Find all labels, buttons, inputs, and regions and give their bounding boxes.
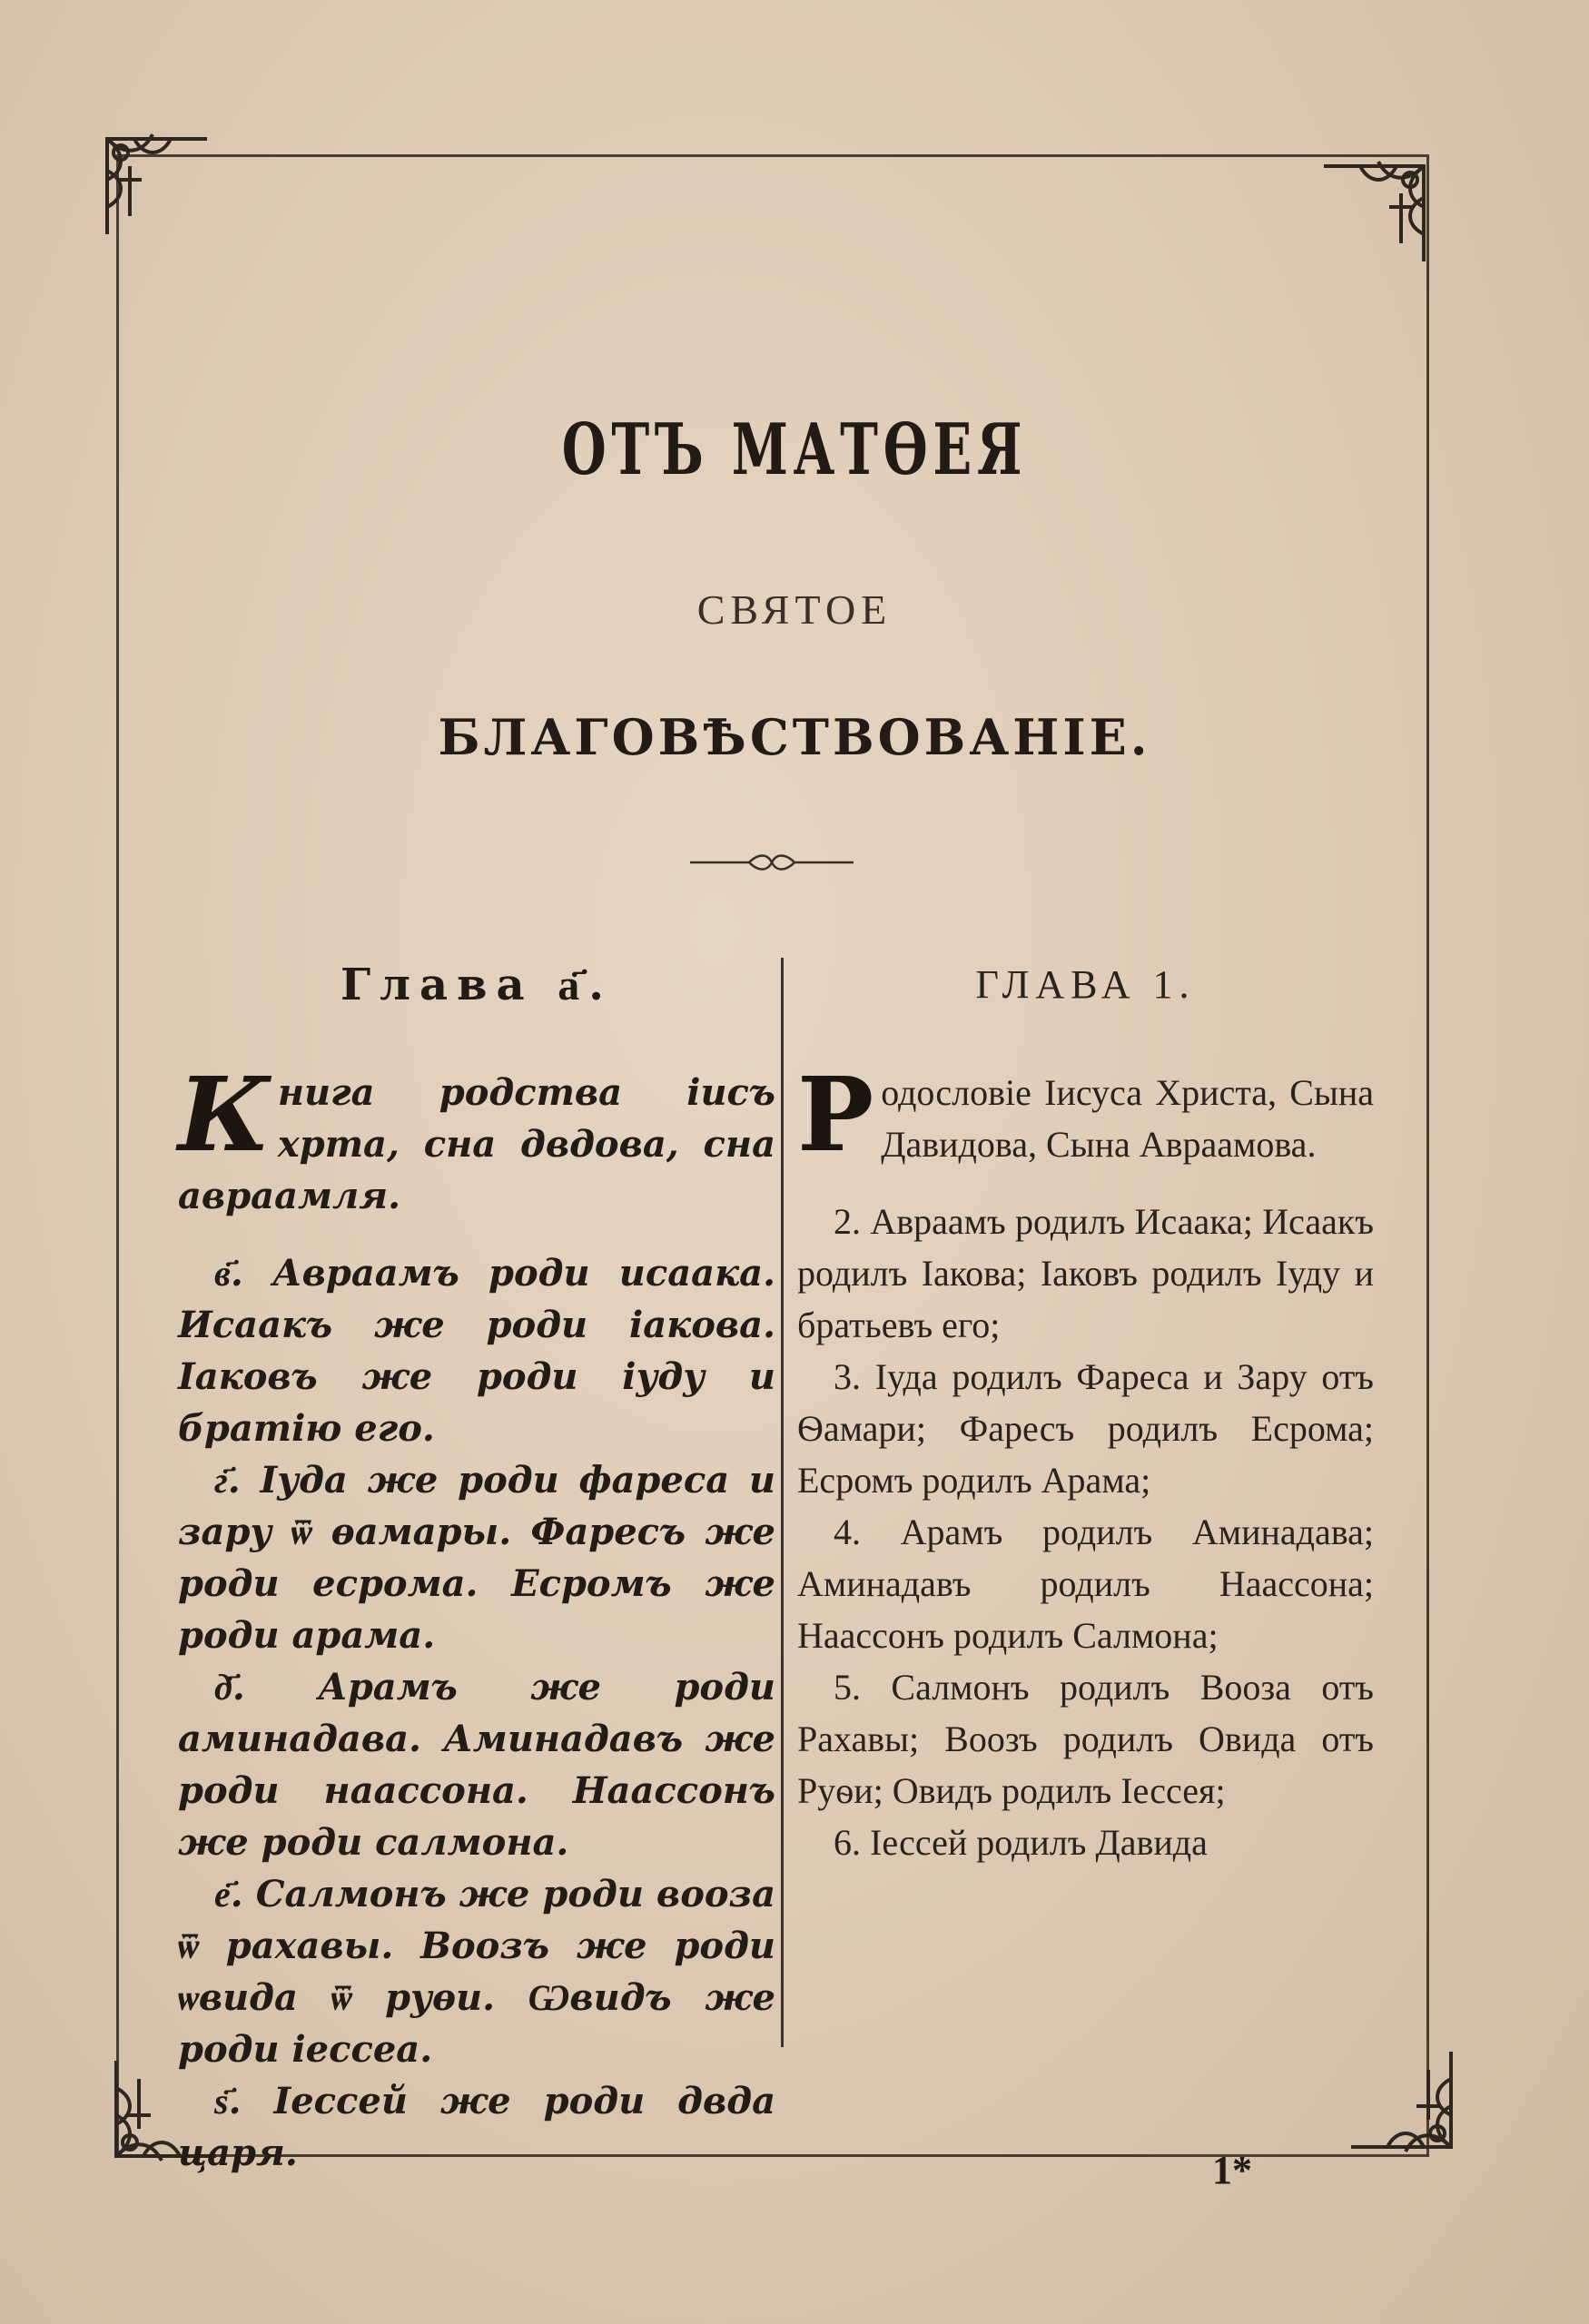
corner-ornament-icon: [1333, 2034, 1469, 2170]
chapter-heading-russian: ГЛАВА 1.: [975, 962, 1196, 1007]
verse-russian: 6. Іессей родилъ Давида: [834, 1822, 1208, 1863]
page-title: ОТЪ МАТѲЕЯ: [561, 409, 1028, 491]
column-divider: [781, 958, 784, 2047]
verse-russian: 5. Салмонъ родилъ Вооза отъ Рахавы; Воозъ родилъ Овида отъ Руѳи; Овидъ родилъ Іессея;: [797, 1667, 1374, 1811]
church-slavonic-column: [178, 953, 775, 2179]
divider-ornament-icon: [686, 844, 858, 881]
verse-slavonic: г҃. Іуда же роди фареса и зару ѿ ѳамары. Фаресъ же роди есрома. Есромъ же роди арама.: [178, 1459, 775, 1657]
page-heading: БЛАГОВѢСТВОВАНІЕ.: [438, 708, 1151, 766]
verse-text: нига родства іисъ хртa, сна двдова, сна авраамля.: [178, 1071, 775, 1217]
corner-ornament-icon: [1306, 143, 1442, 280]
verse-russian: 3. Іуда родилъ Фареса и Зару отъ Ѳамари; Фаресъ родилъ Есрома; Есромъ родилъ Арама;: [797, 1356, 1374, 1501]
russian-column: [797, 953, 1374, 1868]
verse-slavonic: е҃. Салмонъ же роди вооза ѿ рахавы. Воозъ же роди ѡвида ѿ руѳи. Ѡвидъ же роди іессеа.: [178, 1873, 775, 2071]
verse-slavonic: в҃. Авраамъ роди исаака. Исаакъ же роди іакова. Іаковъ же роди іуду и братію его.: [178, 1252, 775, 1450]
verse-russian: 2. Авраамъ родилъ Исаака; Исаакъ родилъ Іакова; Іаковъ родилъ Іуду и братьевъ его;: [797, 1201, 1374, 1345]
page-subtitle: СВЯТОЕ: [696, 586, 893, 633]
verse-russian: 4. Арамъ родилъ Аминадава; Аминадавъ родилъ Наассона; Наассонъ родилъ Салмона;: [797, 1512, 1374, 1656]
verse-slavonic: д҃. Арамъ же роди аминадава. Аминадавъ же роди наассона. Наассонъ же роди салмона.: [178, 1666, 775, 1864]
chapter-heading-slavonic: Глава а҃.: [340, 960, 613, 1010]
drop-cap: Р: [797, 1056, 874, 1175]
verse-slavonic: ѕ҃. Іессей же роди двда царя.: [178, 2080, 775, 2174]
drop-cap: К: [178, 1056, 271, 1175]
verse-text: одословіе Іисуса Христа, Сына Давидова, Сына Авраамова.: [881, 1072, 1374, 1165]
corner-ornament-icon: [89, 116, 225, 252]
verse-1-russian: [797, 1056, 1374, 1175]
verse-1-slavonic: [178, 1056, 775, 1222]
page-number: 1*: [1212, 2148, 1252, 2192]
